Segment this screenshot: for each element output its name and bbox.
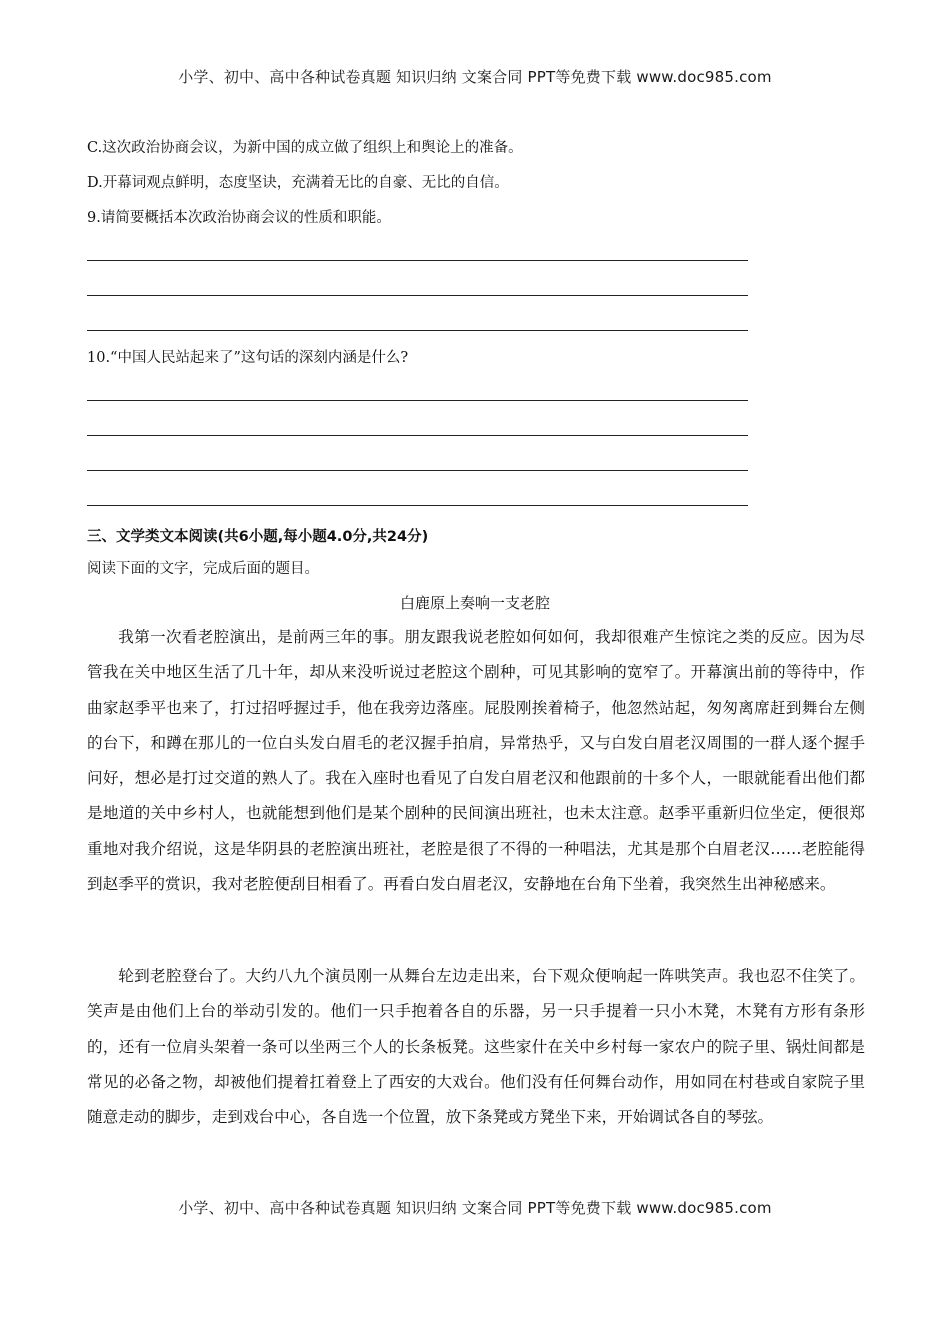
answer-line xyxy=(87,505,748,506)
page-header: 小学、初中、高中各种试卷真题 知识归纳 文案合同 PPT等免费下载 www.doc985.com xyxy=(178,68,772,86)
article-paragraph: 轮到老腔登台了。大约八九个演员刚一从舞台左边走出来，台下观众便响起一阵哄笑声。我也忍不住笑了。笑声是由他们上台的举动引发的。他们一只手抱着各自的乐器，另一只手提着一只小木凳，木凳有方形有条形的，还有一位肩头架着一条可以坐两三个人的长条板凳。这些家什在关中乡村每一家农户的院子里、锅灶间都是常见的必备之物，却被他们提着扛着登上了西安的大戏台。他们没有任何舞台动作，用如同在村巷或自家院子里随意走动的脚步，走到戏台中心，各自选一个位置，放下条凳或方凳坐下来，开始调试各自的琴弦。 xyxy=(87,967,865,1127)
answer-line xyxy=(87,435,748,436)
section-title: 三、文学类文本阅读(共6小题,每小题4.0分,共24分) xyxy=(87,529,429,545)
article-paragraph: 我第一次看老腔演出，是前两三年的事。朋友跟我说老腔如何如何，我却很难产生惊诧之类的反应。因为尽管我在关中地区生活了几十年，却从来没听说过老腔这个剧种，可见其影响的宽窄了。开幕演出前的等待中，作曲家赵季平也来了，打过招呼握过手，他在我旁边落座。屁股刚挨着椅子，他忽然站起，匆匆离席赶到舞台左侧的台下，和蹲在那儿的一位白头发白眉毛的老汉握手拍肩，异常热乎，又与白发白眉老汉周围的一群人逐个握手问好，想必是打过交道的熟人了。我在入座时也看见了白发白眉老汉和他跟前的十多个人，一眼就能看出他们都是地道的关中乡村人，也就能想到他们是某个剧种的民间演出班社，也未太注意。赵季平重新归位坐定，便很郑重地对我介绍说，这是华阴县的老腔演出班社，老腔是很了不得的一种唱法，尤其是那个白眉老汉……老腔能得到赵季平的赏识，我对老腔便刮目相看了。再看白发白眉老汉，安静地在台角下坐着，我突然生出神秘感来。 xyxy=(87,628,865,894)
option-d: D.开幕词观点鲜明，态度坚诀，充满着无比的自豪、无比的自信。 xyxy=(87,175,509,191)
answer-line xyxy=(87,295,748,296)
page-footer: 小学、初中、高中各种试卷真题 知识归纳 文案合同 PPT等免费下载 www.doc985.com xyxy=(178,1199,772,1217)
answer-line xyxy=(87,470,748,471)
question-10: 10.“中国人民站起来了”这句话的深刻内涵是什么? xyxy=(87,350,409,366)
question-9: 9.请简要概括本次政治协商会议的性质和职能。 xyxy=(87,210,391,226)
option-c: C.这次政治协商会议，为新中国的成立做了组织上和舆论上的准备。 xyxy=(87,140,523,156)
answer-line xyxy=(87,260,748,261)
answer-line xyxy=(87,330,748,331)
article-title: 白鹿原上奏响一支老腔 xyxy=(399,594,550,612)
answer-line xyxy=(87,400,748,401)
section-instruction: 阅读下面的文字，完成后面的题目。 xyxy=(87,561,319,577)
